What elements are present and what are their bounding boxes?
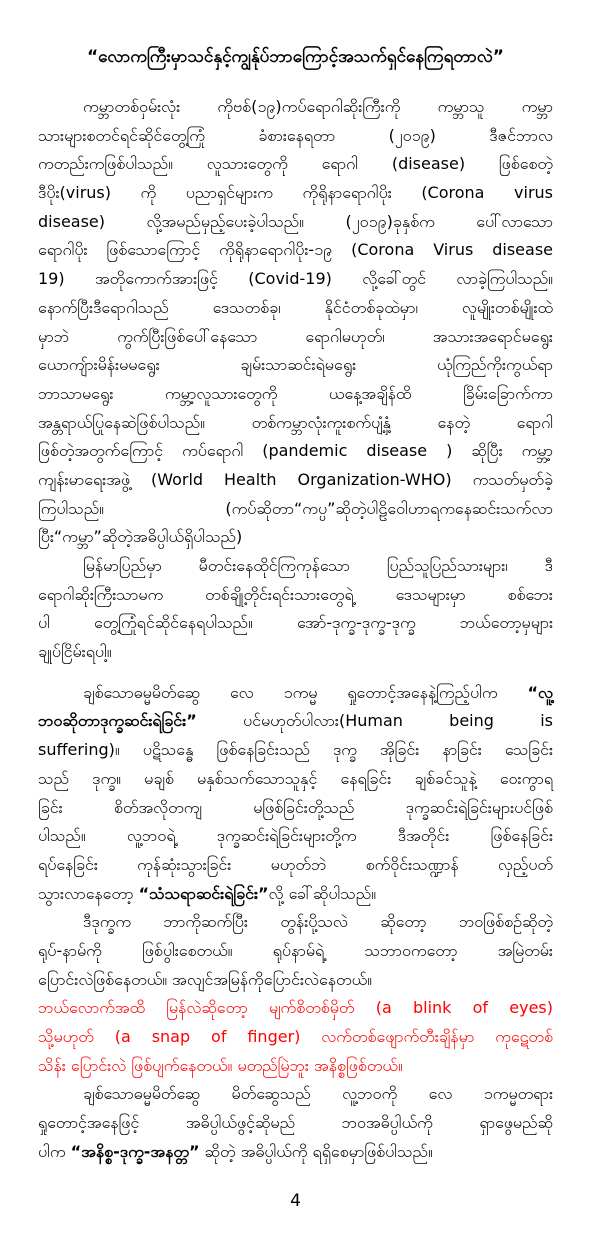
text-run: disease) လို့အမည်မှည့်ပေးခဲ့ပါသည်။ (၂၀၁၉)ခုနှစ်က ပေါ်လာသော <box>38 211 553 231</box>
text-line <box>38 150 553 179</box>
text-run: ဆိုတဲ့ အဓိပ္ပါယ်ကို ရရှိစေမှာဖြစ်ပါသည်။ <box>199 1141 433 1161</box>
text-run: ပင်မဟုတ်ပါလား(Human being is <box>196 711 553 731</box>
text-line <box>38 880 553 909</box>
document-title <box>38 43 553 71</box>
paragraph-conclusion <box>38 1080 553 1166</box>
bold-text: “လူ့ <box>527 682 553 702</box>
text-line-content <box>38 998 553 1017</box>
text-run: ပြောင်းလဲဖြစ်နေတယ်။ အလျင်အမြန်ကိုပြောင်းလဲနေတယ်။ <box>38 969 372 989</box>
text-run: သို့မဟုတ် (a snap of finger) လက်တစ်ဖျောက်တီးချိန်မှာ ကုဋေတစ် <box>38 1027 553 1046</box>
text-run: ပါက <box>38 1141 71 1161</box>
text-line <box>38 736 553 765</box>
text-line <box>83 552 553 581</box>
text-line-content <box>38 327 553 346</box>
text-line <box>38 966 553 995</box>
text-line <box>83 679 553 708</box>
text-line <box>38 208 553 237</box>
text-run: ရပ်နေခြင်း ကုန်ဆုံးသွားခြင်း မဟုတ်ဘဲ စက်ဝိုင်းသဏ္ဍာန် လှည့်ပတ် <box>38 854 553 874</box>
text-run: ရုပ်-နာမ်ကို ဖြစ်ပွါးစေတယ်။ ရုပ်နာမ်ရဲ့ သဘာဝကတော့ အမြဲတမ်း <box>38 940 553 960</box>
text-line-content <box>38 1056 403 1075</box>
text-line-content <box>38 855 553 874</box>
text-line <box>38 994 553 1023</box>
text-line-content <box>83 1084 553 1103</box>
text-line-content <box>38 470 553 489</box>
text-line <box>38 707 553 736</box>
text-run: လို့ ခေါ်ဆိုပါသည်။ <box>268 883 377 903</box>
bold-text: ဘဝဆိုတာဒုက္ခဆင်းရဲခြင်း” <box>38 711 197 731</box>
text-line <box>38 581 553 610</box>
text-run: ချစ်သောဓမ္မမိတ်ဆွေ မိတ်ဆွေသည် လူ့ဘဝကို လေ ၁ကမ္မတရား <box>83 1084 553 1104</box>
text-line-content <box>38 298 553 317</box>
text-run: ခြင်း စိတ်အလိုတကျ မဖြစ်ခြင်းတို့သည် ဒုက္ခဆင်းရဲခြင်းများပင်ဖြစ် <box>38 797 553 817</box>
text-line-content <box>38 355 553 374</box>
text-line <box>38 765 553 794</box>
text-line <box>38 495 553 524</box>
text-run: ရောဂါပိုး ဖြစ်သောကြောင့် ကိုရိုနာရောဂါပိုး-၁၉ (Corona Virus disease <box>38 240 553 260</box>
text-line <box>38 794 553 823</box>
text-line <box>38 294 553 323</box>
text-line-content <box>38 126 553 145</box>
text-line <box>38 437 553 466</box>
text-line-content <box>38 613 553 632</box>
text-line-content <box>38 1027 553 1046</box>
text-line <box>38 1138 553 1167</box>
text-run: ချစ်သောဓမ္မမိတ်ဆွေ လေ ၁ကမ္မ ရှုတောင့်အနေနဲ့ကြည့်ပါက <box>83 682 528 702</box>
text-line <box>38 380 553 409</box>
text-line-content <box>38 941 553 960</box>
text-line-content <box>38 740 553 759</box>
text-line <box>83 93 553 122</box>
text-run: ဒီဒုက္ခက ဘာကိုဆက်ပြီး တွန်းပို့သလဲ ဆိုတော့ ဘဝဖြစ်စဉ်ဆိုတဲ့ <box>83 912 553 932</box>
text-line <box>38 122 553 151</box>
text-line <box>38 409 553 438</box>
text-line <box>38 236 553 265</box>
text-line-content <box>38 1113 553 1132</box>
text-run: သည် ဒုက္ခ။ မချစ် မနှစ်သက်သောသူနှင့် နေရခြင်း ချစ်ခင်သူနဲ့ ဝေးကွာရ <box>38 768 553 788</box>
text-line-content <box>38 441 553 460</box>
text-line <box>38 523 553 552</box>
text-line <box>38 937 553 966</box>
text-run: ယောကျ်ားမိန်းမမရွေး ချမ်းသာဆင်းရဲမရွေး ယုံကြည်ကိုးကွယ်ရာ <box>38 355 553 375</box>
paragraph-rupa-nama <box>38 908 553 994</box>
text-line-content <box>38 884 376 903</box>
text-line-content <box>38 240 553 259</box>
text-line <box>38 323 553 352</box>
body-text <box>38 93 553 1166</box>
text-run: ပါ တွေ့ကြုံရင်ဆိုင်နေရပါသည်။ အော်-ဒုက္ခ-ဒုက္ခ-ဒုက္ခ ဘယ်တော့မှများ <box>38 613 553 633</box>
text-line <box>38 638 553 667</box>
text-line-content <box>38 212 553 231</box>
text-line-content <box>83 683 553 702</box>
text-line-content <box>83 556 553 575</box>
text-line-content <box>83 912 553 931</box>
paragraph-life-is-suffering <box>38 679 553 909</box>
text-line <box>38 265 553 294</box>
text-run: ဖြစ်တဲ့အတွက်ကြောင့် ကပ်ရောဂါ (pandemic disease ) ဆိုပြီး ကမ္ဘာ့ <box>38 441 553 461</box>
paragraph-myanmar-suffering <box>38 552 553 667</box>
text-line-content <box>38 384 553 403</box>
text-line <box>38 466 553 495</box>
page-number: 4 <box>290 1191 301 1211</box>
text-run: သိန်း ပြောင်းလဲ ဖြစ်ပျက်နေတယ်။ မတည်မြဲဘူး အနိစ္စဖြစ်တယ်။ <box>38 1055 403 1075</box>
text-line-content <box>38 769 553 788</box>
text-run: ရောဂါဆိုးကြီးသာမက တစ်ချို့တိုင်းရင်းသားတွေရဲ့ ဒေသများမှာ စစ်ဘေး <box>38 584 553 604</box>
text-run: ကတည်းကဖြစ်ပါသည်။ လူသားတွေကို ရောဂါ (disease) ဖြစ်စေတဲ့ <box>38 154 553 174</box>
text-run: ပါသည်။ လူ့ဘဝရဲ့ ဒုက္ခဆင်းရဲခြင်းများတို့က ဒီအတိုင်း ဖြစ်နေခြင်း <box>38 826 553 846</box>
text-line-content <box>38 499 553 518</box>
text-run: ရှုတောင့်အနေဖြင့် အဓိပ္ပါယ်ဖွင့်ဆိုမည် ဘဝအဓိပ္ပါယ်ကို ရှာဖွေမည်ဆို <box>38 1113 553 1133</box>
text-line-content <box>38 642 112 661</box>
text-run: သားများစတင်ရင်ဆိုင်တွေ့ကြုံ ခံစားနေရတာ (၂၀၁၉) ဒီဇင်ဘာလ <box>38 125 553 145</box>
text-line-content <box>38 798 553 817</box>
bold-text: “သံသရာဆင်းရဲခြင်း” <box>138 883 269 903</box>
text-line <box>38 351 553 380</box>
paragraph-covid-intro <box>38 93 553 552</box>
text-line-content <box>83 97 553 116</box>
text-run: ကမ္ဘာတစ်ဝှမ်းလုံး ကိုဗစ်(၁၉)ကပ်ရောဂါဆိုးကြီးကို ကမ္ဘာသူ ကမ္ဘာ <box>83 97 553 116</box>
text-line-content <box>38 970 372 989</box>
text-line <box>38 179 553 208</box>
text-run: ဒီပိုး(virus) ကို ပညာရှင်များက ကိုရိုနာရောဂါပိုး (Corona virus <box>38 183 553 203</box>
text-line <box>38 1109 553 1138</box>
text-run: မှာဘဲ ကွက်ပြီးဖြစ်ပေါ်နေသော ရောဂါမဟုတ်၊ အသားအရောင်မရွေး <box>38 326 553 346</box>
bold-text: “အနိစ္စ-ဒုက္ခ-အနတ္တ” <box>70 1141 200 1161</box>
text-run: ပြီး“ကမ္ဘာ”ဆိုတဲ့အဓိပ္ပါယ်ရှိပါသည်) <box>38 527 243 547</box>
text-run: suffering)။ ပဋိသန္ဓေ ဖြစ်နေခြင်းသည် ဒုက္ခ အိုခြင်း နာခြင်း သေခြင်း <box>38 740 553 760</box>
text-line-content <box>38 1142 433 1161</box>
text-line-content <box>38 826 553 845</box>
text-run: 19) အတိုကောက်အားဖြင့် (Covid-19) လို့ခေါ်တွင် လာခဲ့ကြပါသည်။ <box>38 269 553 289</box>
text-line <box>38 851 553 880</box>
text-line-content <box>38 413 553 432</box>
text-line-content <box>38 183 553 202</box>
text-line <box>38 609 553 638</box>
text-line-content <box>38 154 553 173</box>
document-title-text: “လောကကြီးမှာသင်နှင့်ကျွန်ုပ်ဘာကြောင့်အသက်ရှင်နေကြရတာလဲ” <box>87 47 504 67</box>
text-line-content <box>38 711 553 730</box>
paragraph-impermanence-highlight <box>38 994 553 1080</box>
text-line <box>38 1023 553 1052</box>
text-line <box>38 1052 553 1081</box>
text-run: မြန်မာပြည်မှာ မီတင်းနေထိုင်ကြကုန်သော ပြည်သူပြည်သားများ၊ ဒီ <box>83 556 553 575</box>
text-run: ဘာသာမရွေး ကမ္ဘာ့လူသားတွေကို ယနေ့အချိန်ထိ ခြိမ်းခြောက်ကာ <box>38 383 553 403</box>
text-line <box>83 908 553 937</box>
text-line-content <box>38 527 242 546</box>
text-run: နောက်ပြီးဒီရောဂါသည် ဒေသတစ်ခု၊ နိုင်ငံတစ်ခုထဲမှာ၊ လူမျိုးတစ်မျိုးထဲ <box>38 297 553 317</box>
text-run: ကြပါသည်။ (ကပ်ဆိုတာ“ကပ္ပ”ဆိုတဲ့ပါဠိဝေါဟာရကနေဆင်းသက်လာ <box>38 498 553 518</box>
text-run: အန္တရာယ်ပြုနေဆဲဖြစ်ပါသည်။ တစ်ကမ္ဘာလုံးကူးစက်ပျံ့နှံ့ နေတဲ့ ရောဂါ <box>38 412 553 432</box>
text-run: ကျန်းမာရေးအဖွဲ့ (World Health Organization-WHO) ကသတ်မှတ်ခဲ့ <box>38 469 553 489</box>
text-line-content <box>38 585 553 604</box>
text-run: ဘယ်လောက်အထိ မြန်လဲဆိုတော့ မျက်စိတစ်မှိတ် (a blink of eyes) <box>38 998 553 1018</box>
text-run: သွားလာနေတော့ <box>38 883 139 903</box>
text-line <box>83 1080 553 1109</box>
text-run: ချုပ်ငြိမ်းရပါ့။ <box>38 642 112 662</box>
text-line-content <box>38 269 553 288</box>
text-line <box>38 822 553 851</box>
